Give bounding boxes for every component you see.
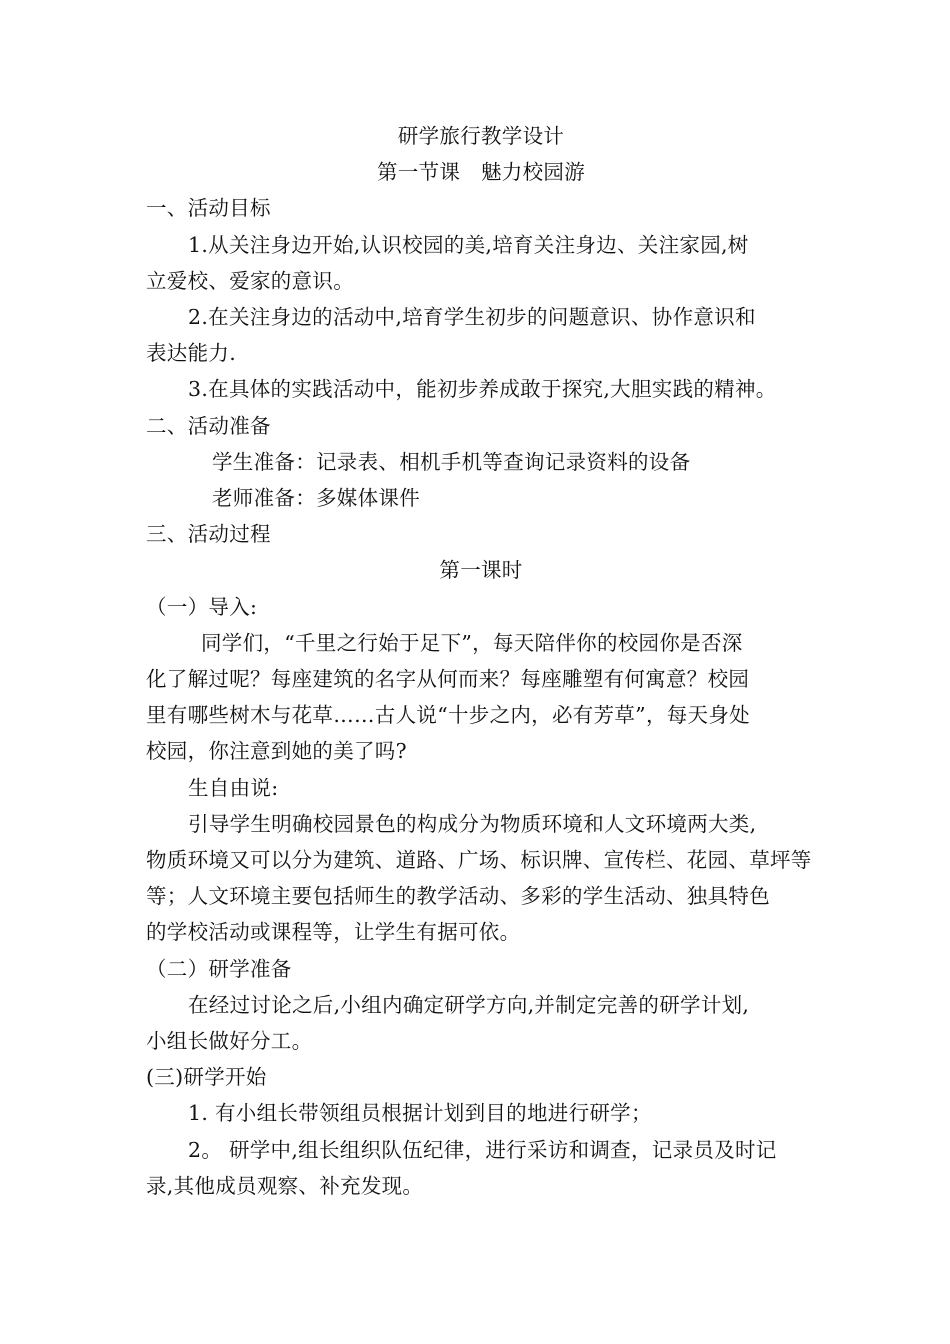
guide-para-line-2: 物质环境又可以分为建筑、道路、广场、标识牌、宣传栏、花园、草坪等 (146, 848, 812, 873)
lesson-subtitle: 第一节课 魅力校园游 (377, 160, 585, 185)
section-heading-process: 三、活动过程 (146, 522, 271, 547)
intro-para-line-3: 里有哪些树木与花草……古人说“十步之内，必有芳草”，每天身处 (146, 703, 750, 728)
research-start-item-1: 1. 有小组长带领组员根据计划到目的地进行研学； (188, 1101, 652, 1126)
research-start-item-2-line-2: 录,其他成员观察、补充发现。 (146, 1173, 424, 1198)
section-heading-preparation: 二、活动准备 (146, 413, 271, 438)
free-talk-line: 生自由说: (188, 775, 279, 800)
goal-item-1-line-2: 立爱校、爱家的意识。 (146, 268, 354, 293)
section-heading-goals: 一、活动目标 (146, 196, 271, 221)
research-prep-line-1: 在经过讨论之后,小组内确定研学方向,并制定完善的研学计划, (188, 992, 750, 1017)
guide-para-line-4: 的学校活动或课程等，让学生有据可依。 (146, 920, 521, 945)
research-start-item-2-line-1: 2。 研学中,组长组织队伍纪律，进行采访和调查，记录员及时记 (188, 1137, 777, 1162)
period-title: 第一课时 (439, 558, 523, 583)
student-preparation: 学生准备：记录表、相机手机等查询记录资料的设备 (212, 449, 691, 474)
intro-para-line-4: 校园，你注意到她的美了吗? (146, 739, 407, 764)
part-heading-intro: （一）导入: (146, 594, 258, 619)
teacher-preparation: 老师准备：多媒体课件 (212, 486, 420, 511)
intro-para-line-1: 同学们，“千里之行始于足下”，每天陪伴你的校园你是否深 (201, 630, 743, 655)
goal-item-2-line-2: 表达能力. (146, 341, 237, 366)
intro-para-line-2: 化了解过呢？每座建筑的名字从何而来？每座雕塑有何寓意？校园 (146, 667, 750, 692)
part-heading-research-prep: （二）研学准备 (146, 956, 292, 981)
goal-item-3-line-1: 3.在具体的实践活动中，能初步养成敢于探究,大胆实践的精神。 (188, 377, 777, 402)
document-title: 研学旅行教学设计 (397, 124, 565, 148)
goal-item-1-line-1: 1.从关注身边开始,认识校园的美,培育关注身边、关注家园,树 (188, 232, 749, 257)
part-heading-research-start: (三)研学开始 (146, 1065, 267, 1090)
guide-para-line-3: 等；人文环境主要包括师生的教学活动、多彩的学生活动、独具特色 (146, 884, 770, 909)
goal-item-2-line-1: 2.在关注身边的活动中,培育学生初步的问题意识、协作意识和 (188, 305, 756, 330)
guide-para-line-1: 引导学生明确校园景色的构成分为物质环境和人文环境两大类, (188, 811, 757, 836)
research-prep-line-2: 小组长做好分工。 (146, 1029, 313, 1054)
